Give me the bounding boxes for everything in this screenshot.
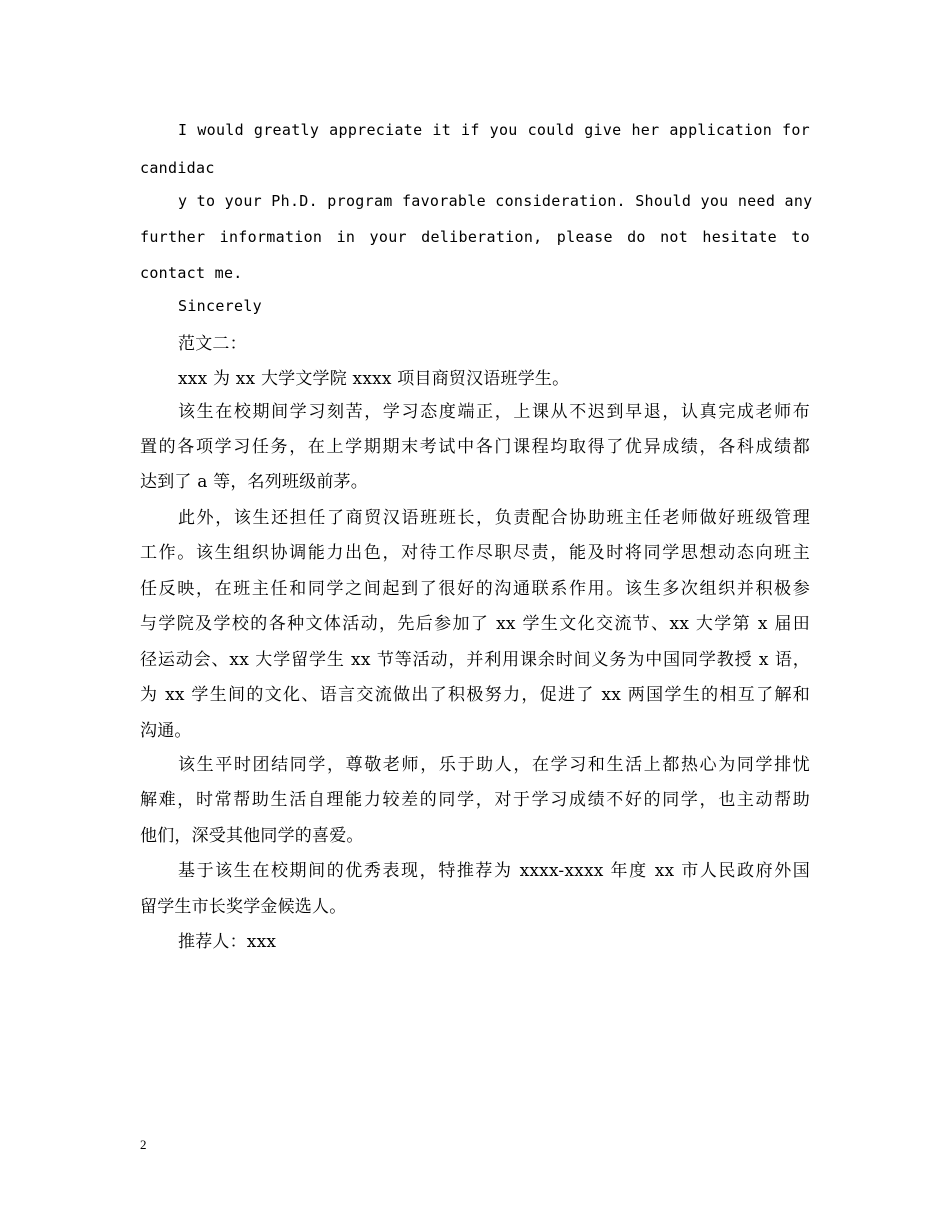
page-number: 2 <box>140 1137 147 1152</box>
body-line: xxx 为 xx 大学文学院 xxxx 项目商贸汉语班学生。 <box>178 369 570 389</box>
body-line: 他们，深受其他同学的喜爱。 <box>140 826 364 846</box>
body-line: 解难，时常帮助生活自理能力较差的同学，对于学习成绩不好的同学，也主动帮助 <box>140 790 810 810</box>
body-line: 留学生市长奖学金候选人。 <box>140 897 347 917</box>
body-line: 达到了 a 等，名列班级前茅。 <box>140 472 368 492</box>
body-line: 与学院及学校的各种文体活动，先后参加了 xx 学生文化交流节、xx 大学第 x 届田 <box>140 614 810 634</box>
body-line: 该生平时团结同学，尊敬老师，乐于助人，在学习和生活上都热心为同学排忧 <box>178 755 810 775</box>
recommender-line: 推荐人：xxx <box>178 932 277 952</box>
body-line: 为 xx 学生间的文化、语言交流做出了积极努力，促进了 xx 两国学生的相互了解和 <box>140 685 810 705</box>
body-line: y to your Ph.D. program favorable consideration. Should you need any <box>178 192 813 210</box>
body-line: 工作。该生组织协调能力出色，对待工作尽职尽责，能及时将同学思想动态向班主 <box>140 543 810 563</box>
body-line: 任反映，在班主任和同学之间起到了很好的沟通联系作用。该生多次组织并积极参 <box>140 579 810 599</box>
body-line: further information in your deliberation, please do not hesitate to <box>140 228 810 246</box>
body-line: 沟通。 <box>140 721 192 741</box>
body-line: 基于该生在校期间的优秀表现，特推荐为 xxxx-xxxx 年度 xx 市人民政府外国 <box>178 861 810 881</box>
body-line: I would greatly appreciate it if you could give her application for <box>178 121 810 139</box>
body-line: 该生在校期间学习刻苦，学习态度端正，上课从不迟到早退，认真完成老师布 <box>178 402 810 422</box>
body-line: 径运动会、xx 大学留学生 xx 节等活动，并利用课余时间义务为中国同学教授 x 语， <box>140 650 810 670</box>
body-line: 此外，该生还担任了商贸汉语班班长，负责配合协助班主任老师做好班级管理 <box>178 508 810 528</box>
body-line: 置的各项学习任务，在上学期期末考试中各门课程均取得了优异成绩，各科成绩都 <box>140 437 810 457</box>
section-heading: 范文二： <box>178 334 247 354</box>
body-line: candidac <box>140 159 215 177</box>
body-line: contact me. <box>140 264 243 282</box>
closing-line: Sincerely <box>178 297 262 315</box>
